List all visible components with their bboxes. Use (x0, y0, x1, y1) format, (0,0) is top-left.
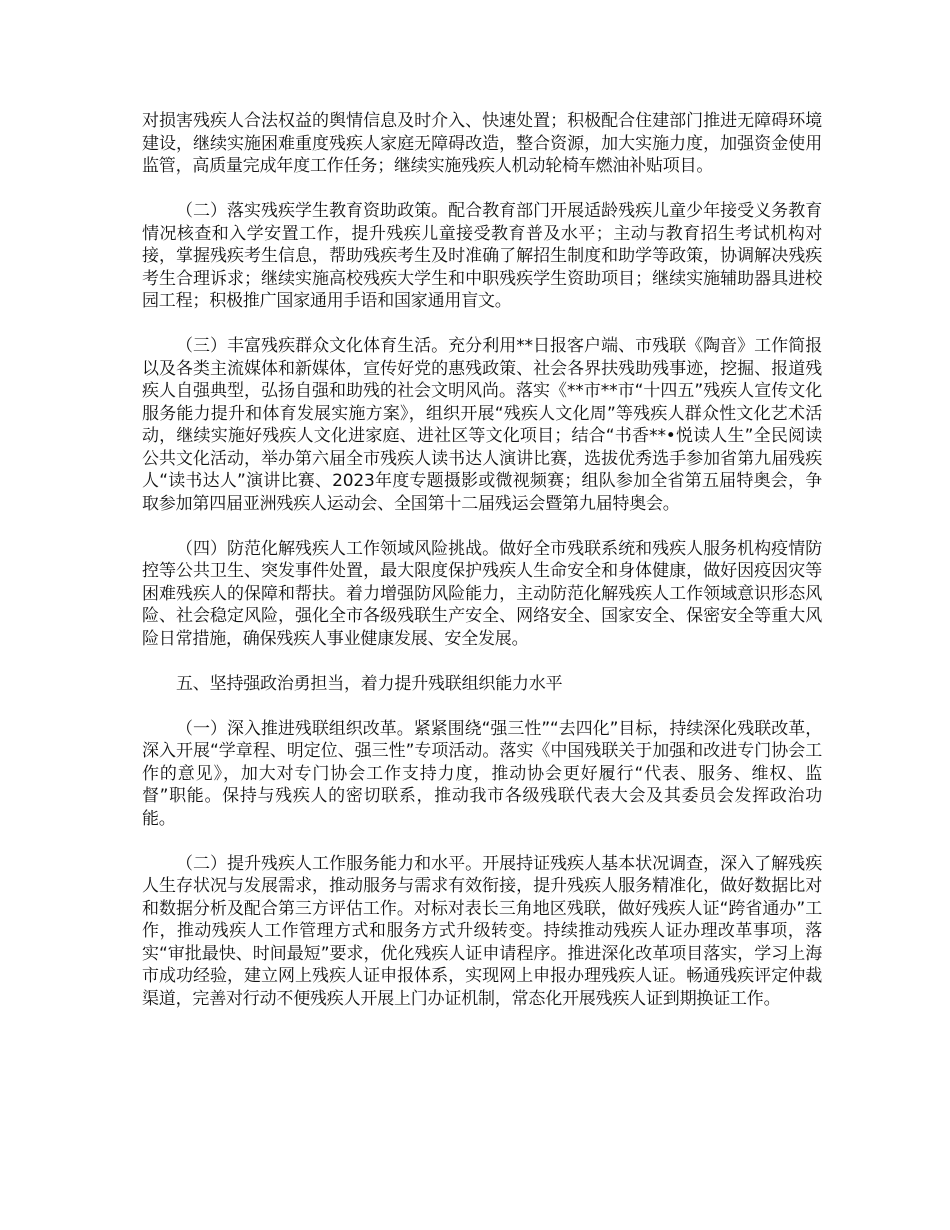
paragraph-culture-sports: （三）丰富残疾群众文化体育生活。充分利用**日报客户端、市残联《陶音》工作简报以及各类主流媒体和新媒体，宣传好党的惠残政策、社会各界扶残助残事迹，挖掘、报道残疾人自强典型，弘扬自强和助残的社会文明风尚。落实《**市**市“十四五”残疾人宣传文化服务能力提升和体育发展实施方案》，组织开展“残疾人文化周”等残疾人群众性文化艺术活动，继续实施好残疾人文化进家庭、进社区等文化项目；结合“书香**•悦读人生”全民阅读公共文化活动，举办第六届全市残疾人读书达人演讲比赛，选拔优秀选手参加省第九届残疾人“读书达人”演讲比赛、2023年度专题摄影或微视频赛；组队参加全省第五届特奥会，争取参加第四届亚洲残疾人运动会、全国第十二届残运会暨第九届特奥会。 (142, 336, 822, 514)
section-heading-five: 五、坚持强政治勇担当，着力提升残联组织能力水平 (176, 673, 563, 694)
paragraph-service-capacity: （二）提升残疾人工作服务能力和水平。开展持证残疾人基本状况调查，深入了解残疾人生存状况与发展需求，推动服务与需求有效衔接，提升残疾人服务精准化，做好数据比对和数据分析及配合第三方评估工作。对标对表长三角地区残联，做好残疾人证“跨省通办”工作，推动残疾人工作管理方式和服务方式升级转变。持续推动残疾人证办理改革事项，落实“审批最快、时间最短”要求，优化残疾人证申请程序。推进深化改革项目落实，学习上海市成功经验，建立网上残疾人证申报体系，实现网上申报办理残疾人证。畅通残疾评定仲裁渠道，完善对行动不便残疾人开展上门办证机制，常态化开展残疾人证到期换证工作。 (142, 853, 822, 1009)
paragraph-organization-reform: （一）深入推进残联组织改革。紧紧围绕“强三性”“去四化”目标，持续深化残联改革，深入开展“学章程、明定位、强三性”专项活动。落实《中国残联关于加强和改进专门协会工作的意见》，加大对专门协会工作支持力度，推动协会更好履行“代表、服务、维权、监督”职能。保持与残疾人的密切联系，推动我市各级残联代表大会及其委员会发挥政治功能。 (142, 718, 822, 829)
paragraph-education-aid: （二）落实残疾学生教育资助政策。配合教育部门开展适龄残疾儿童少年接受义务教育情况核查和入学安置工作，提升残疾儿童接受教育普及水平；主动与教育招生考试机构对接，掌握残疾考生信息，帮助残疾考生及时准确了解招生制度和助学等政策，协调解决残疾考生合理诉求；继续实施高校残疾大学生和中职残疾学生资助项目；继续实施辅助器具进校园工程；积极推广国家通用手语和国家通用盲文。 (142, 201, 822, 311)
paragraph-risk-prevention: （四）防范化解残疾人工作领域风险挑战。做好全市残联系统和残疾人服务机构疫情防控等公共卫生、突发事件处置，最大限度保护残疾人生命安全和身体健康，做好因疫因灾等困难残疾人的保障和帮扶。着力增强防风险能力，主动防范化解残疾人工作领域意识形态风险、社会稳定风险，强化全市各级残联生产安全、网络安全、国家安全、保密安全等重大风险日常措施，确保残疾人事业健康发展、安全发展。 (142, 538, 822, 649)
document-page (142, 110, 822, 1033)
paragraph-continuation: 对损害残疾人合法权益的舆情信息及时介入、快速处置；积极配合住建部门推进无障碍环境建设，继续实施困难重度残疾人家庭无障碍改造，整合资源，加大实施力度，加强资金使用监管，高质量完成年度工作任务；继续实施残疾人机动轮椅车燃油补贴项目。 (142, 111, 822, 176)
